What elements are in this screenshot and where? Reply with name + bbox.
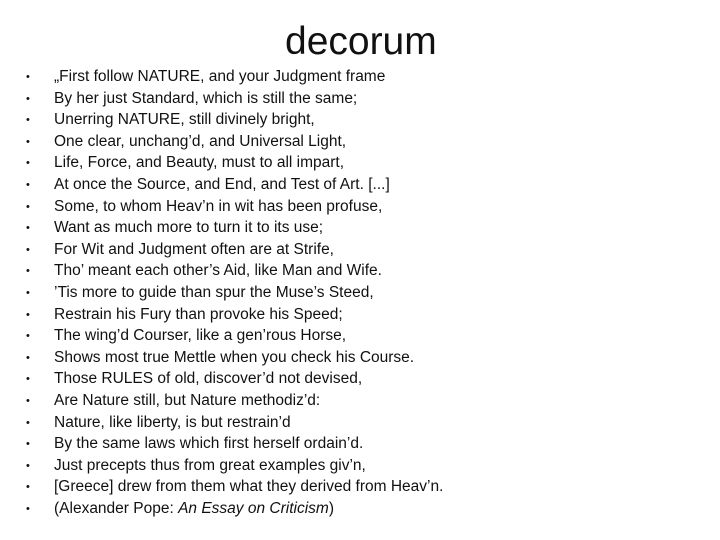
bullet-icon: •: [26, 178, 30, 191]
poem-line: [24, 476, 704, 498]
poem-line: [24, 131, 704, 153]
bullet-icon: •: [26, 373, 30, 386]
citation-work-title: An Essay on Criticism: [178, 499, 329, 517]
bullet-icon: •: [26, 459, 30, 472]
slide-title: decorum: [285, 20, 437, 63]
poem-line-text: Nature, like liberty, is but restrain’d: [54, 413, 291, 431]
poem-line: [24, 347, 704, 369]
poem-citation: [24, 498, 704, 520]
bullet-icon: •: [26, 438, 30, 451]
bullet-icon: •: [26, 286, 30, 299]
bullet-icon: •: [26, 265, 30, 278]
poem-line-text: One clear, unchang’d, and Universal Light,: [54, 132, 347, 150]
poem-line: [24, 174, 704, 196]
bullet-icon: •: [26, 157, 30, 170]
bullet-icon: •: [26, 222, 30, 235]
poem-line-text: At once the Source, and End, and Test of Art. [...]: [54, 175, 390, 193]
poem-line: [24, 433, 704, 455]
poem-line: [24, 217, 704, 239]
poem-line-text: Life, Force, and Beauty, must to all impart,: [54, 154, 345, 172]
poem-line: [24, 109, 704, 131]
poem-line: [24, 368, 704, 390]
bullet-icon: •: [26, 330, 30, 343]
poem-line-text: Just precepts thus from great examples giv’n,: [54, 456, 366, 474]
poem-list: [24, 66, 704, 519]
poem-line-text: Want as much more to turn it to its use;: [54, 219, 324, 237]
bullet-icon: •: [26, 71, 30, 83]
poem-line-text: Some, to whom Heav’n in wit has been profuse,: [54, 197, 383, 215]
bullet-icon: •: [26, 351, 30, 364]
poem-line-text: [Greece] drew from them what they derived from Heav’n.: [54, 478, 444, 496]
poem-line: [24, 196, 704, 218]
poem-line-text: The wing’d Courser, like a gen’rous Horse,: [54, 327, 347, 345]
citation-suffix: ): [328, 499, 334, 517]
poem-line-text: ’Tis more to guide than spur the Muse’s Steed,: [54, 283, 374, 301]
poem-line: [24, 304, 704, 326]
bullet-icon: •: [26, 92, 30, 105]
poem-line: [24, 260, 704, 282]
bullet-icon: •: [26, 308, 30, 321]
poem-line-text: „First follow NATURE, and your Judgment frame: [54, 68, 386, 85]
poem-line-text: By her just Standard, which is still the same;: [54, 89, 358, 107]
poem-line: [24, 412, 704, 434]
poem-line-text: Unerring NATURE, still divinely bright,: [54, 111, 315, 129]
poem-line-text: Those RULES of old, discover’d not devised,: [54, 370, 363, 388]
poem-line-text: For Wit and Judgment often are at Strife,: [54, 240, 334, 258]
bullet-icon: •: [26, 200, 30, 213]
bullet-icon: •: [26, 416, 30, 429]
poem-line-text: By the same laws which first herself ordain’d.: [54, 435, 364, 453]
bullet-icon: •: [26, 481, 30, 494]
poem-line: [24, 66, 704, 88]
poem-line: [24, 390, 704, 412]
poem-line: [24, 239, 704, 261]
poem-line: [24, 325, 704, 347]
poem-line: [24, 152, 704, 174]
citation-prefix: (Alexander Pope:: [54, 499, 179, 517]
bullet-icon: •: [26, 114, 30, 127]
poem-line-text: Shows most true Mettle when you check his Course.: [54, 348, 415, 366]
poem-line: [24, 455, 704, 477]
bullet-icon: •: [26, 135, 30, 148]
bullet-icon: •: [26, 243, 30, 256]
poem-line-text: Restrain his Fury than provoke his Speed;: [54, 305, 343, 323]
poem-line: [24, 282, 704, 304]
poem-line-text: Are Nature still, but Nature methodiz’d:: [54, 391, 321, 409]
poem-line-text: Tho’ meant each other’s Aid, like Man and Wife.: [54, 262, 382, 280]
bullet-icon: •: [26, 502, 30, 515]
poem-line: [24, 88, 704, 110]
bullet-icon: •: [26, 394, 30, 407]
